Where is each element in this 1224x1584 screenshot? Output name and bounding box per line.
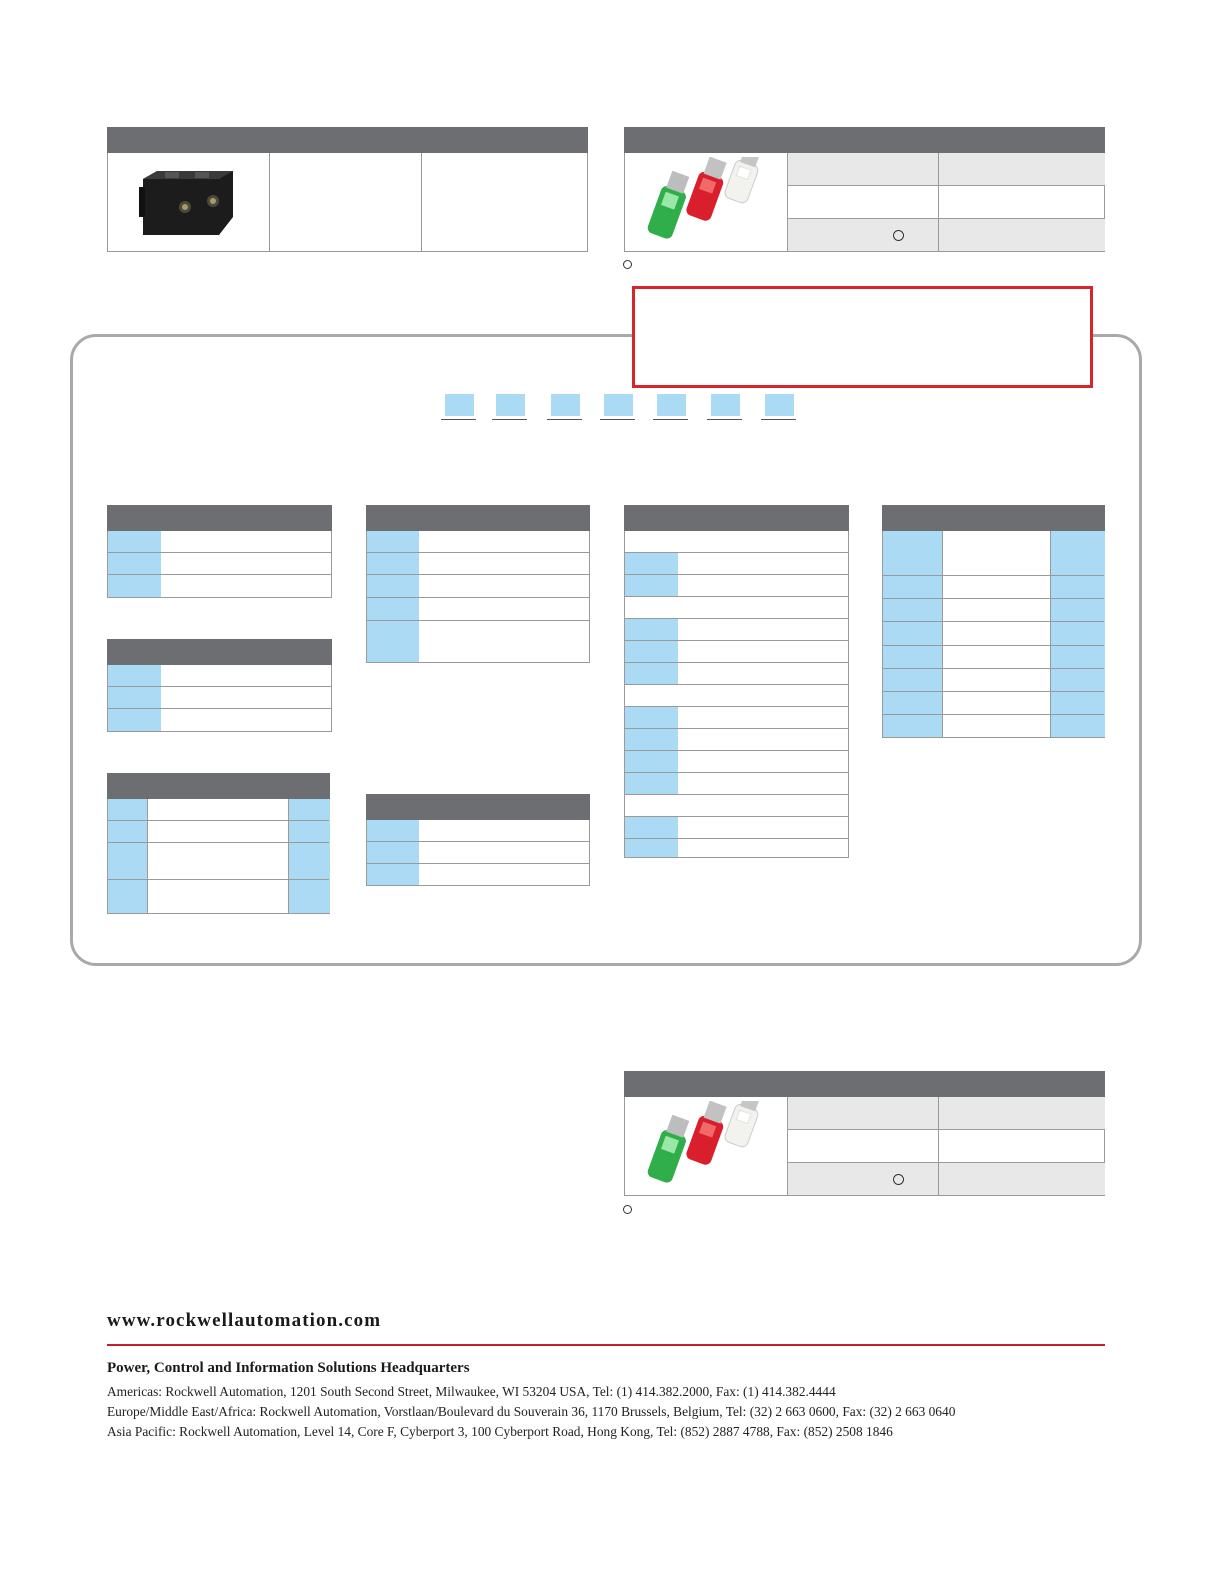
code-slot [604, 394, 633, 416]
option-table [107, 773, 330, 914]
address-emea: Europe/Middle East/Africa: Rockwell Automation, Vorstlaan/Boulevard du Souverain 36, 1170 Brussels, Belgium, Tel: (32) 2 663 0600, Fax: (32) 2 663 0640 [107, 1404, 956, 1419]
option-table [624, 505, 849, 858]
table-header [624, 127, 1105, 153]
footer-rule [107, 1344, 1105, 1346]
table-header [624, 1071, 1105, 1097]
led-bulbs-image [646, 157, 766, 249]
code-slot [657, 394, 686, 416]
led-bulbs-image [646, 1101, 766, 1193]
code-slot [551, 394, 580, 416]
terminal-block-image [135, 165, 240, 245]
code-slot [496, 394, 525, 416]
code-slot [765, 394, 794, 416]
led-bulb-table-bottom [624, 1071, 1105, 1196]
option-table [366, 794, 590, 886]
option-table [107, 639, 332, 732]
footnote-marker [623, 260, 632, 269]
address-americas: Americas: Rockwell Automation, 1201 South Second Street, Milwaukee, WI 53204 USA, Tel: (1) 414.382.2000, Fax: (1) 414.382.4444 [107, 1384, 836, 1399]
address-asia: Asia Pacific: Rockwell Automation, Level 14, Core F, Cyberport 3, 100 Cyberport Road, Hong Kong, Tel: (852) 2887 4788, Fax: (852) 2508 1846 [107, 1424, 893, 1439]
option-table [107, 505, 332, 598]
headquarters-title: Power, Control and Information Solutions Headquarters [107, 1360, 470, 1376]
table-header [107, 127, 588, 153]
led-bulb-table-top [624, 127, 1105, 252]
footnote-marker [893, 1174, 904, 1185]
option-table [882, 505, 1105, 738]
option-table [366, 505, 590, 663]
website-link[interactable]: www.rockwellautomation.com [107, 1310, 382, 1331]
code-slot [711, 394, 740, 416]
terminal-block-table [107, 127, 588, 252]
footnote-marker [623, 1205, 632, 1214]
code-slot [445, 394, 474, 416]
footnote-marker [893, 230, 904, 241]
highlight-box [632, 286, 1093, 388]
